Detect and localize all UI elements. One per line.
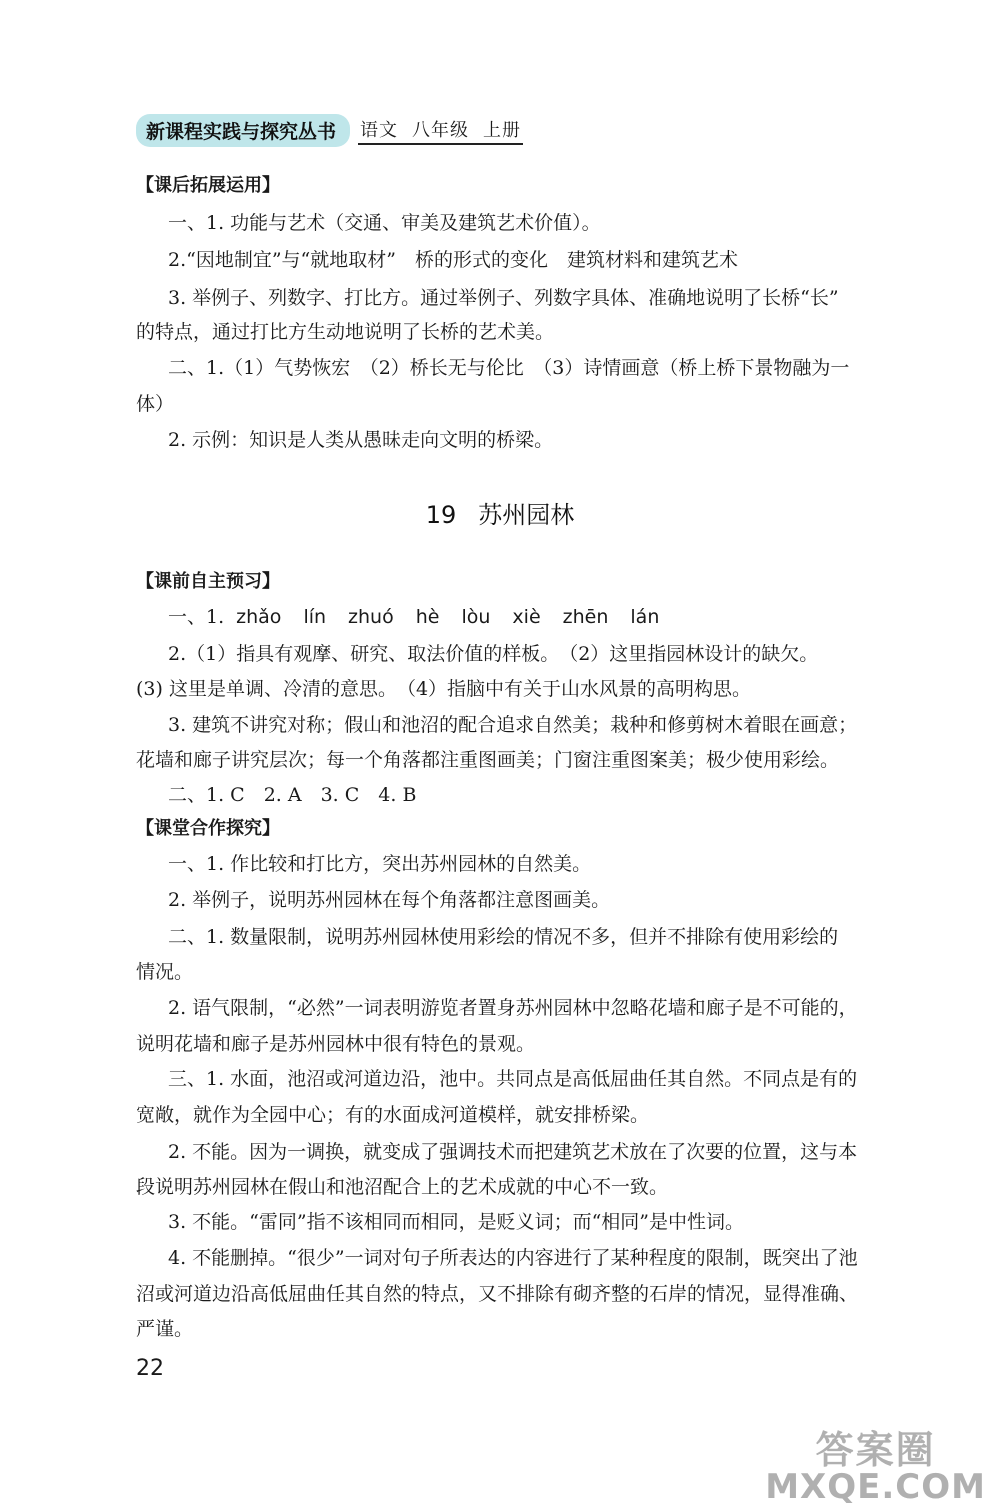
- answer-line: 沼或河道边沿高低屈曲任其自然的特点，又不排除有砌齐整的石岸的情况，显得准确、: [136, 1283, 859, 1305]
- answer-line: 一、1. 作比较和打比方，突出苏州园林的自然美。: [168, 853, 592, 875]
- answer-line: 一、1. 功能与艺术（交通、审美及建筑艺术价值）。: [168, 212, 601, 234]
- answer-line: 2. 不能。因为一调换，就变成了强调技术而把建筑艺术放在了次要的位置，这与本: [168, 1141, 858, 1163]
- answer-line: 严谨。: [136, 1318, 194, 1340]
- answer-line: 3. 不能。“雷同”指不该相同而相同，是贬义词；而“相同”是中性词。: [168, 1211, 745, 1233]
- pinyin-item: xiè: [512, 606, 541, 628]
- section-heading-after-class: 【课后拓展运用】: [136, 175, 280, 196]
- answer-line: 情况。: [136, 961, 194, 983]
- answer-line: 2.“因地制宜”与“就地取材” 桥的形式的变化 建筑材料和建筑艺术: [168, 249, 738, 271]
- answer-line: 2. 示例：知识是人类从愚昧走向文明的桥梁。: [168, 429, 554, 451]
- pinyin-item: lín: [303, 606, 327, 628]
- answer-line: 的特点，通过打比方生动地说明了长桥的艺术美。: [136, 321, 555, 343]
- watermark-logo-text: 答案圈: [815, 1428, 936, 1472]
- answer-line: 二、1. 数量限制，说明苏州园林使用彩绘的情况不多，但并不排除有使用彩绘的: [168, 926, 839, 948]
- pinyin-item: zhēn: [562, 606, 609, 628]
- watermark-url: MXQE.COM: [765, 1467, 986, 1507]
- volume-label: 上册: [483, 119, 522, 141]
- pinyin-prefix: 一、1.: [168, 606, 225, 628]
- site-watermark: [765, 1428, 986, 1507]
- running-header: [136, 112, 523, 148]
- answer-line: 体）: [136, 393, 175, 415]
- answer-line: 花墙和廊子讲究层次；每一个角落都注重图画美；门窗注重图案美；极少使用彩绘。: [136, 749, 840, 771]
- answer-line: 3. 举例子、列数字、打比方。通过举例子、列数字具体、准确地说明了长桥“长”: [168, 287, 839, 309]
- answer-line: 段说明苏州园林在假山和池沼配合上的艺术成就的中心不一致。: [136, 1176, 669, 1198]
- answer-line: (3) 这里是单调、冷清的意思。 （4）指脑中有关于山水风景的高明构思。: [136, 678, 752, 700]
- answer-line: 2. 语气限制，“必然”一词表明游览者置身苏州园林中忽略花墙和廊子是不可能的，: [168, 997, 858, 1019]
- answer-line: 3. 建筑不讲究对称；假山和池沼的配合追求自然美；栽种和修剪树木着眼在画意；: [168, 714, 858, 736]
- answer-line: 2. 举例子，说明苏州园林在每个角落都注意图画美。: [168, 889, 611, 911]
- pinyin-item: hè: [415, 606, 440, 628]
- answer-line: 说明花墙和廊子是苏州园林中很有特色的景观。: [136, 1033, 536, 1055]
- pinyin-item: lán: [630, 606, 660, 628]
- grade-label: 八年级: [412, 119, 470, 141]
- lesson-name: 苏州园林: [478, 501, 575, 529]
- subject-label: 语文: [360, 119, 399, 141]
- section-heading-preview: 【课前自主预习】: [136, 571, 280, 592]
- page-number: 22: [136, 1356, 164, 1381]
- subject-info: [358, 116, 523, 145]
- series-title-badge: 新课程实践与探究丛书: [136, 114, 350, 147]
- pinyin-item: zhuó: [348, 606, 394, 628]
- answer-line: 二、1. C 2. A 3. C 4. B: [168, 784, 417, 806]
- answer-line: 2.（1）指具有观摩、研究、取法价值的样板。 （2）这里指园林设计的缺欠。: [168, 643, 819, 665]
- pinyin-item: lòu: [461, 606, 491, 628]
- pinyin-item: zhǎo: [236, 606, 282, 628]
- answer-line: 二、1.（1）气势恢宏 （2）桥长无与伦比 （3）诗情画意（桥上桥下景物融为一: [168, 357, 850, 379]
- section-heading-in-class: 【课堂合作探究】: [136, 818, 280, 839]
- pinyin-answers: [168, 605, 681, 629]
- answer-line: 三、1. 水面，池沼或河道边沿，池中。共同点是高低屈曲任其自然。不同点是有的: [168, 1068, 858, 1090]
- lesson-number: 19: [425, 501, 457, 529]
- lesson-title: [0, 495, 1000, 530]
- answer-line: 4. 不能删掉。“很少”一词对句子所表达的内容进行了某种程度的限制，既突出了池: [168, 1247, 858, 1269]
- answer-line: 宽敞，就作为全园中心；有的水面成河道模样，就安排桥梁。: [136, 1104, 650, 1126]
